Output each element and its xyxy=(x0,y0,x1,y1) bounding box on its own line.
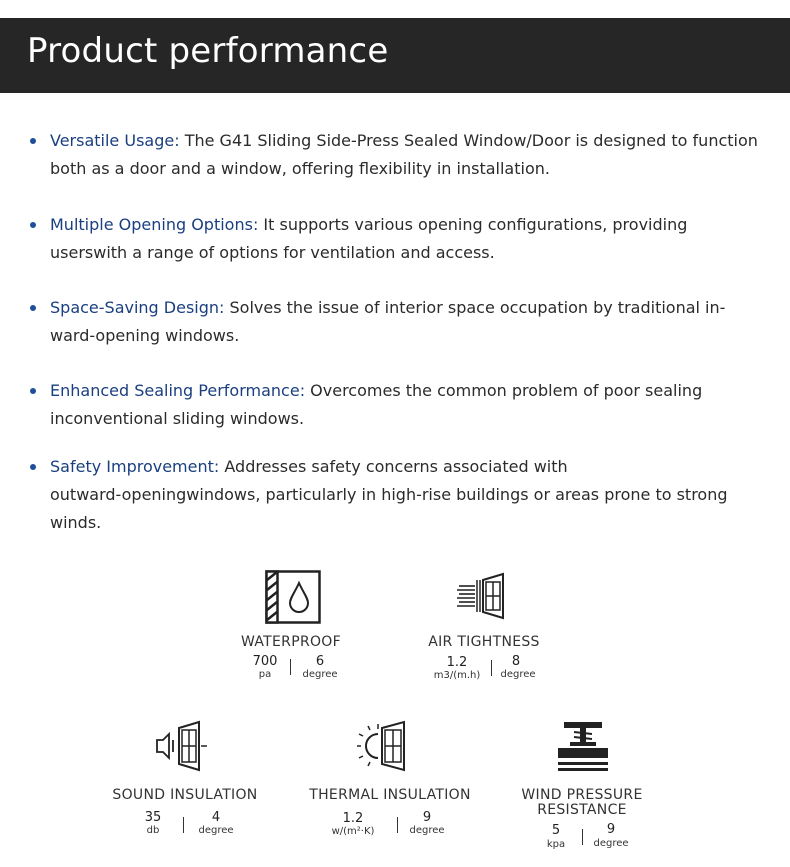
stat-unit: pa xyxy=(258,669,272,680)
stat-name: RESISTANCE xyxy=(537,802,627,818)
page-title: Product performance xyxy=(27,31,389,71)
stat-value: 4 xyxy=(211,810,221,825)
stat-divider xyxy=(183,817,184,833)
feature-text: ward-opening windows. xyxy=(50,326,240,345)
feature-title: Safety Improvement: xyxy=(50,457,220,476)
stat-divider xyxy=(397,817,398,833)
page-header xyxy=(0,18,790,93)
waterproof-icon xyxy=(265,570,321,624)
feature-title: Space-Saving Design: xyxy=(50,298,225,317)
feature-text: userswith a range of options for ventilation and access. xyxy=(50,243,495,262)
bullet-icon xyxy=(30,305,36,311)
stat-value: 9 xyxy=(422,810,432,825)
feature-title: Multiple Opening Options: xyxy=(50,215,259,234)
stat-name: THERMAL INSULATION xyxy=(309,787,471,803)
stat-divider xyxy=(582,829,583,845)
feature-text: The G41 Sliding Side-Press Sealed Window/Door is designed to function xyxy=(179,131,758,150)
stat-unit: degree xyxy=(302,669,338,680)
stat-name: SOUND INSULATION xyxy=(112,787,258,803)
stat-unit: w/(m²·K) xyxy=(331,826,375,837)
stat-unit: degree xyxy=(593,838,629,849)
stat-value: 1.2 xyxy=(342,811,364,826)
feature-text: Overcomes the common problem of poor sealing xyxy=(305,381,703,400)
stat-unit: m3/(m.h) xyxy=(433,670,481,681)
stat-value: 5 xyxy=(551,823,561,838)
thermal-insulation-icon xyxy=(356,720,412,772)
bullet-icon xyxy=(30,222,36,228)
feature-title: Enhanced Sealing Performance: xyxy=(50,381,306,400)
stat-name: AIR TIGHTNESS xyxy=(428,634,540,650)
stat-value: 700 xyxy=(252,654,278,669)
bullet-icon xyxy=(30,388,36,394)
stat-value: 1.2 xyxy=(446,655,468,670)
feature-text: inconventional sliding windows. xyxy=(50,409,305,428)
feature-text: Solves the issue of interior space occupation by traditional in- xyxy=(224,298,726,317)
stat-value: 9 xyxy=(606,822,616,837)
stat-name: WIND PRESSURE xyxy=(521,787,643,803)
bullet-icon xyxy=(30,464,36,470)
feature-text: It supports various opening configurations, providing xyxy=(258,215,688,234)
stat-unit: degree xyxy=(500,669,536,680)
stat-value: 8 xyxy=(511,654,521,669)
stat-name: WATERPROOF xyxy=(241,634,341,650)
feature-title: Versatile Usage: xyxy=(50,131,180,150)
feature-text: outward-openingwindows, particularly in high-rise buildings or areas prone to strong xyxy=(50,485,728,504)
bullet-icon xyxy=(30,138,36,144)
stat-unit: db xyxy=(146,825,160,836)
stat-unit: degree xyxy=(409,825,445,836)
stat-unit: degree xyxy=(198,825,234,836)
stat-divider xyxy=(290,659,291,675)
stat-value: 6 xyxy=(315,654,325,669)
sound-insulation-icon xyxy=(155,720,211,772)
stat-value: 35 xyxy=(144,810,162,825)
feature-text: both as a door and a window, offering flexibility in installation. xyxy=(50,159,550,178)
feature-text: winds. xyxy=(50,513,102,532)
stat-divider xyxy=(491,660,492,676)
air-tightness-icon xyxy=(455,572,511,620)
feature-text: Addresses safety concerns associated with xyxy=(219,457,568,476)
stat-unit: kpa xyxy=(546,839,566,850)
wind-pressure-icon xyxy=(556,720,610,772)
